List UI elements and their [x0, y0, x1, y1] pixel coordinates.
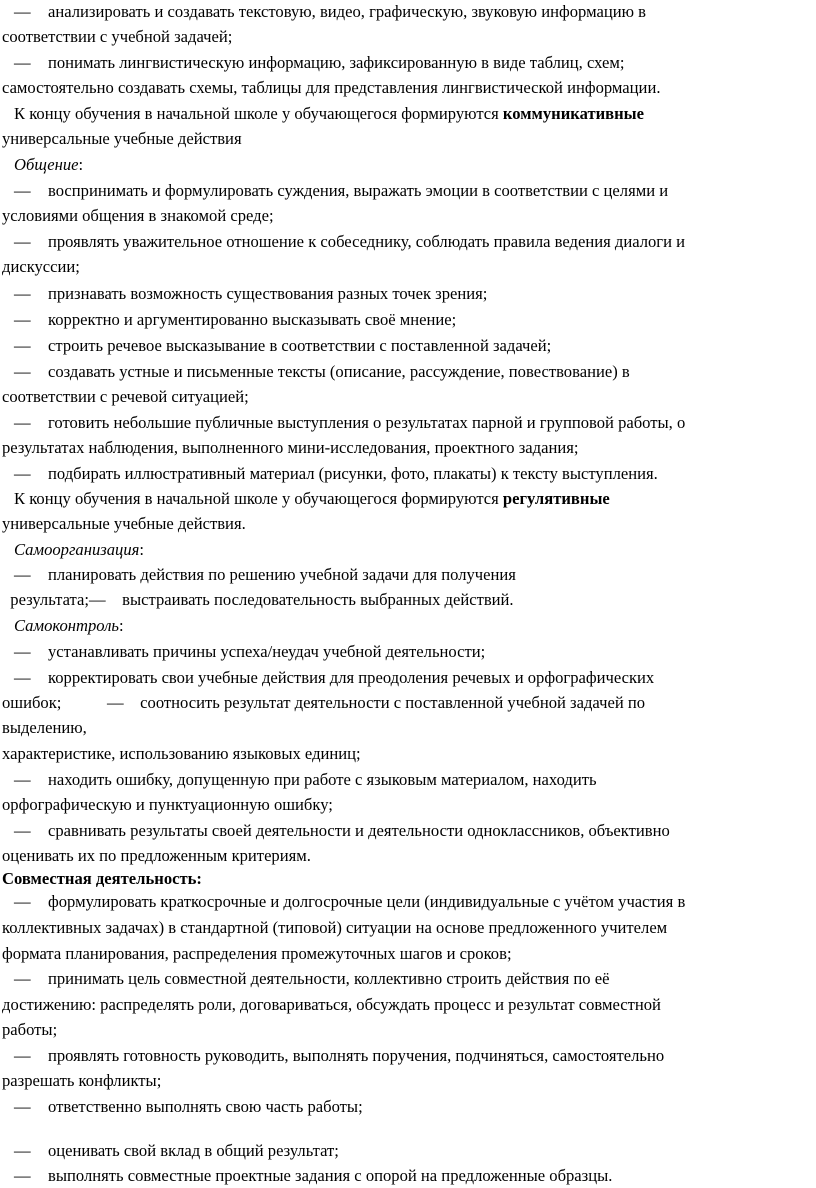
- text-line: [2, 846, 311, 866]
- text-line: [2, 387, 249, 407]
- line-text: формата планирования, распределения промежуточных шагов и сроков;: [2, 944, 512, 963]
- text-line: [2, 995, 661, 1015]
- line-text: признавать возможность существования разных точек зрения;: [48, 284, 488, 303]
- text-line: [2, 438, 578, 458]
- line-text: планировать действия по решению учебной задачи для получения: [48, 565, 516, 584]
- text-line: [2, 590, 514, 610]
- paragraph-line: [14, 489, 610, 509]
- text-line: [2, 1020, 57, 1040]
- line-text: создавать устные и письменные тексты (описание, рассуждение, повествование) в: [48, 362, 630, 381]
- bold-term: коммуникативные: [502, 104, 645, 123]
- dash-marker: —: [14, 53, 31, 72]
- line-text: орфографическую и пунктуационную ошибку;: [2, 795, 333, 814]
- subheading-text: Самоконтроль: [14, 616, 119, 635]
- line-text: соответствии с учебной задачей;: [2, 27, 233, 46]
- line-text: строить речевое высказывание в соответствии с поставленной задачей;: [48, 336, 552, 355]
- line-text: анализировать и создавать текстовую, видео, графическую, звуковую информацию в: [48, 2, 646, 21]
- subheading-text: Самоорганизация: [14, 540, 140, 559]
- line-text: дискуссии;: [2, 257, 80, 276]
- dash-marker: —: [14, 413, 31, 432]
- text-line: [2, 944, 512, 964]
- dash-marker: —: [14, 1166, 31, 1185]
- line-text: проявлять готовность руководить, выполнять поручения, подчиняться, самостоятельно: [48, 1046, 665, 1065]
- dash-marker: —: [14, 336, 31, 355]
- dash-marker: —: [14, 821, 31, 840]
- paragraph-line: [14, 104, 644, 124]
- line-text: ошибок; — соотносить результат деятельности с поставленной учебной задачей по: [2, 693, 646, 712]
- list-item: [2, 1141, 339, 1161]
- dash-marker: —: [14, 668, 31, 687]
- text-line: [2, 514, 246, 534]
- section-heading: [2, 869, 202, 889]
- list-item: [2, 1097, 363, 1117]
- line-text: работы;: [2, 1020, 58, 1039]
- dash-marker: —: [14, 284, 31, 303]
- list-item: [2, 181, 668, 201]
- line-text: универсальные учебные действия.: [2, 514, 246, 533]
- line-text: результата;— выстраивать последовательность выбранных действий.: [2, 590, 514, 609]
- line-text: проявлять уважительное отношение к собеседнику, соблюдать правила ведения диалоги и: [48, 232, 686, 251]
- list-item: [2, 821, 670, 841]
- list-item: [2, 284, 487, 304]
- line-text: понимать лингвистическую информацию, зафиксированную в виде таблиц, схем;: [48, 53, 625, 72]
- dash-marker: —: [14, 1141, 31, 1160]
- list-item: [2, 892, 685, 912]
- text-line: [2, 744, 361, 764]
- line-text: коллективных задачах) в стандартной (типовой) ситуации на основе предложенного учителем: [2, 918, 668, 937]
- bold-term: регулятивные: [502, 489, 610, 508]
- line-text: корректировать свои учебные действия для преодоления речевых и орфографических: [48, 668, 655, 687]
- dash-marker: —: [14, 232, 31, 251]
- line-text: оценивать их по предложенным критериям.: [2, 846, 311, 865]
- list-item: [2, 565, 516, 585]
- dash-marker: —: [14, 642, 31, 661]
- line-text: достижению: распределять роли, договариваться, обсуждать процесс и результат совместной: [2, 995, 661, 1014]
- list-item: [2, 362, 630, 382]
- text-line: [2, 795, 333, 815]
- dash-marker: —: [14, 770, 31, 789]
- text-line: [2, 27, 232, 47]
- text-line: [2, 1071, 161, 1091]
- list-item: [2, 770, 597, 790]
- list-item: [2, 668, 654, 688]
- text-line: [2, 78, 660, 98]
- line-text: корректно и аргументированно высказывать своё мнение;: [48, 310, 457, 329]
- line-text: характеристике, использованию языковых единиц;: [2, 744, 361, 763]
- line-text: К концу обучения в начальной школе у обучающегося формируются: [14, 104, 503, 123]
- text-line: [2, 206, 274, 226]
- section-heading-text: Совместная деятельность:: [2, 869, 202, 888]
- line-text: выделению,: [2, 718, 87, 737]
- line-text: формулировать краткосрочные и долгосрочные цели (индивидуальные с учётом участия в: [48, 892, 686, 911]
- dash-marker: —: [14, 565, 31, 584]
- line-text: универсальные учебные действия: [2, 129, 242, 148]
- subheading: Самоконтроль:: [14, 616, 124, 635]
- dash-marker: —: [14, 181, 31, 200]
- text-line: [2, 918, 667, 938]
- dash-marker: —: [14, 1046, 31, 1065]
- line-text: разрешать конфликты;: [2, 1071, 162, 1090]
- list-item: [2, 336, 551, 356]
- dash-marker: —: [14, 310, 31, 329]
- text-line: [2, 257, 80, 277]
- text-line: [2, 129, 242, 149]
- line-text: готовить небольшие публичные выступления о результатах парной и групповой работы, о: [48, 413, 686, 432]
- line-text: самостоятельно создавать схемы, таблицы для представления лингвистической информации.: [2, 78, 661, 97]
- text-line: [2, 693, 645, 713]
- list-item: [2, 642, 485, 662]
- line-text: соответствии с речевой ситуацией;: [2, 387, 249, 406]
- line-text: К концу обучения в начальной школе у обучающегося формируются: [14, 489, 503, 508]
- list-item: [2, 969, 609, 989]
- dash-marker: —: [14, 464, 31, 483]
- line-text: оценивать свой вклад в общий результат;: [48, 1141, 339, 1160]
- line-text: воспринимать и формулировать суждения, выражать эмоции в соответствии с целями и: [48, 181, 669, 200]
- line-text: сравнивать результаты своей деятельности и деятельности одноклассников, объективно: [48, 821, 670, 840]
- dash-marker: —: [14, 969, 31, 988]
- text-line: [2, 718, 87, 738]
- line-text: выполнять совместные проектные задания с опорой на предложенные образцы.: [48, 1166, 613, 1185]
- list-item: [2, 464, 658, 484]
- line-text: принимать цель совместной деятельности, коллективно строить действия по её: [48, 969, 610, 988]
- list-item: [2, 53, 624, 73]
- list-item: [2, 2, 646, 22]
- list-item: [2, 310, 456, 330]
- line-text: находить ошибку, допущенную при работе с языковым материалом, находить: [48, 770, 597, 789]
- line-text: результатах наблюдения, выполненного мини-исследования, проектного задания;: [2, 438, 579, 457]
- subheading-text: Общение: [14, 155, 79, 174]
- list-item: [2, 232, 685, 252]
- dash-marker: —: [14, 2, 31, 21]
- line-text: ответственно выполнять свою часть работы;: [48, 1097, 363, 1116]
- list-item: [2, 1046, 664, 1066]
- line-text: условиями общения в знакомой среде;: [2, 206, 274, 225]
- dash-marker: —: [14, 1097, 31, 1116]
- subheading: Самоорганизация:: [14, 540, 144, 559]
- list-item: [2, 1166, 612, 1186]
- line-text: подбирать иллюстративный материал (рисунки, фото, плакаты) к тексту выступления.: [48, 464, 658, 483]
- dash-marker: —: [14, 892, 31, 911]
- line-text: устанавливать причины успеха/неудач учебной деятельности;: [48, 642, 486, 661]
- list-item: [2, 413, 685, 433]
- subheading: Общение:: [14, 155, 84, 174]
- dash-marker: —: [14, 362, 31, 381]
